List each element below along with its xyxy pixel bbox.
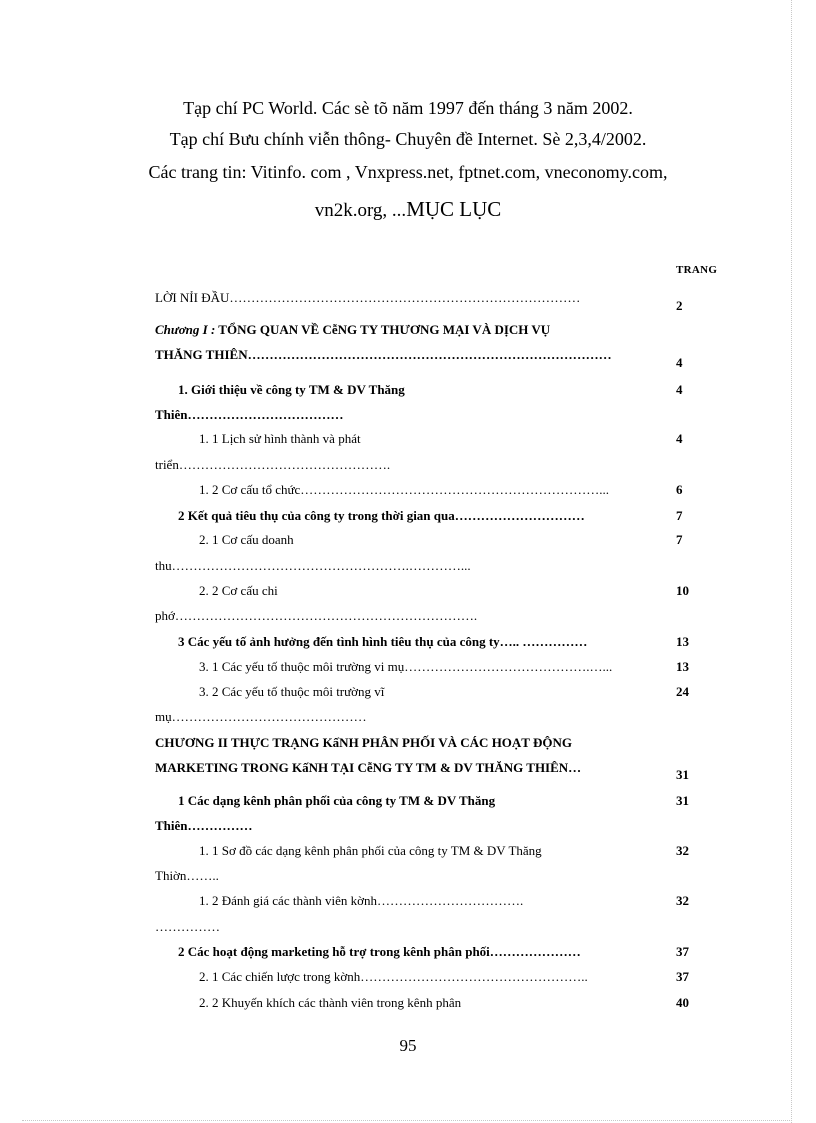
page-title: MỤC LỤC bbox=[406, 197, 502, 221]
toc-entry: 3 Các yếu tố ảnh hưởng đến tình hình tiêu thụ của công ty….. …………… bbox=[178, 634, 588, 649]
toc-entry bbox=[155, 322, 550, 338]
toc-page: 2 bbox=[676, 298, 683, 313]
reference-tail: vn2k.org, ... bbox=[314, 200, 407, 221]
toc-page: 7 bbox=[676, 532, 683, 547]
toc-entry: LỜI NỈI ĐẦU……………………………………………………………………… bbox=[155, 290, 581, 305]
reference-line: Tạp chí Bưu chính viễn thông- Chuyên đề Internet. Sè 2,3,4/2002. bbox=[169, 129, 647, 149]
toc-entry: 3. 2 Các yếu tố thuộc môi trường vĩ bbox=[199, 684, 385, 699]
toc-page-header: TRANG bbox=[676, 264, 718, 276]
toc-entry: phớ……………………………………………………………. bbox=[155, 608, 478, 623]
page-number: 95 bbox=[399, 1036, 417, 1055]
toc-page: 37 bbox=[676, 969, 689, 984]
toc-entry: 1. 1 Sơ đồ các dạng kênh phân phối của công ty TM & DV Thăng bbox=[199, 843, 542, 858]
toc-page: 32 bbox=[676, 893, 689, 908]
toc-page: 4 bbox=[676, 355, 683, 370]
toc-entry: Thiờn…….. bbox=[155, 868, 219, 883]
toc-entry: CHƯƠNG II THỰC TRẠNG KấNH PHÂN PHỐI VÀ CÁC HOẠT ĐỘNG bbox=[155, 735, 572, 750]
toc-page: 40 bbox=[676, 995, 689, 1010]
toc-page: 10 bbox=[676, 583, 689, 598]
page-border-right bbox=[791, 0, 792, 1123]
toc-entry: …………… bbox=[155, 919, 220, 934]
toc-page: 37 bbox=[676, 944, 689, 959]
toc-page: 13 bbox=[676, 634, 689, 649]
title-line bbox=[0, 197, 816, 222]
toc-entry: 1. 2 Đánh giá các thành viên kờnh……………………………. bbox=[199, 893, 524, 908]
toc-entry: 2. 1 Cơ cấu doanh bbox=[199, 532, 294, 547]
toc-entry: 2. 2 Cơ cấu chi bbox=[199, 583, 278, 598]
toc-entry: 2 Các hoạt động marketing hỗ trợ trong kênh phân phối………………… bbox=[178, 944, 581, 959]
toc-page: 31 bbox=[676, 793, 689, 808]
toc-page: 4 bbox=[676, 382, 683, 397]
toc-entry: Thiên……………………………… bbox=[155, 407, 344, 422]
toc-entry: mụ……………………………………… bbox=[155, 709, 367, 724]
reference-line: Tạp chí PC World. Các sè tõ năm 1997 đến tháng 3 năm 2002. bbox=[183, 98, 633, 118]
toc-entry: 1 Các dạng kênh phân phối của công ty TM & DV Thăng bbox=[178, 793, 496, 808]
toc-entry: 3. 1 Các yếu tố thuộc môi trường vi mụ…………………………………….…... bbox=[199, 659, 613, 674]
chapter-label: Chương I : bbox=[155, 322, 216, 337]
toc-entry: thu……………………………………………….…………... bbox=[155, 558, 471, 573]
toc-page: 31 bbox=[676, 767, 689, 782]
toc-entry-text: TỔNG QUAN VỀ CễNG TY THƯƠNG MẠI VÀ DỊCH VỤ bbox=[215, 322, 551, 337]
toc-page: 6 bbox=[676, 482, 683, 497]
toc-entry: THĂNG THIÊN………………………………………………………………………… bbox=[155, 347, 612, 362]
toc-page: 4 bbox=[676, 431, 683, 446]
toc-entry: 1. 2 Cơ cấu tổ chức……………………………………………………………... bbox=[199, 482, 610, 497]
toc-entry: 2. 2 Khuyến khích các thành viên trong kênh phân bbox=[199, 995, 462, 1010]
toc-entry: MARKETING TRONG KấNH TẠI CễNG TY TM & DV THĂNG THIÊN… bbox=[155, 760, 582, 775]
toc-entry: 1. 1 Lịch sử hình thành và phát bbox=[199, 431, 361, 446]
toc-page: 13 bbox=[676, 659, 689, 674]
toc-entry: 1. Giới thiệu về công ty TM & DV Thăng bbox=[178, 382, 405, 397]
toc-entry: 2. 1 Các chiến lược trong kờnh…………………………………………….. bbox=[199, 969, 588, 984]
toc-entry: 2 Kết quả tiêu thụ của công ty trong thời gian qua………………………… bbox=[178, 508, 585, 523]
toc-entry: Thiên…………… bbox=[155, 818, 253, 833]
toc-page: 24 bbox=[676, 684, 689, 699]
toc-page: 32 bbox=[676, 843, 689, 858]
toc-page: 7 bbox=[676, 508, 683, 523]
toc-entry: triển…………………………………………. bbox=[155, 457, 391, 472]
page-border-bottom bbox=[22, 1120, 792, 1121]
reference-line: Các trang tin: Vitinfo. com , Vnxpress.net, fptnet.com, vneconomy.com, bbox=[148, 162, 668, 182]
